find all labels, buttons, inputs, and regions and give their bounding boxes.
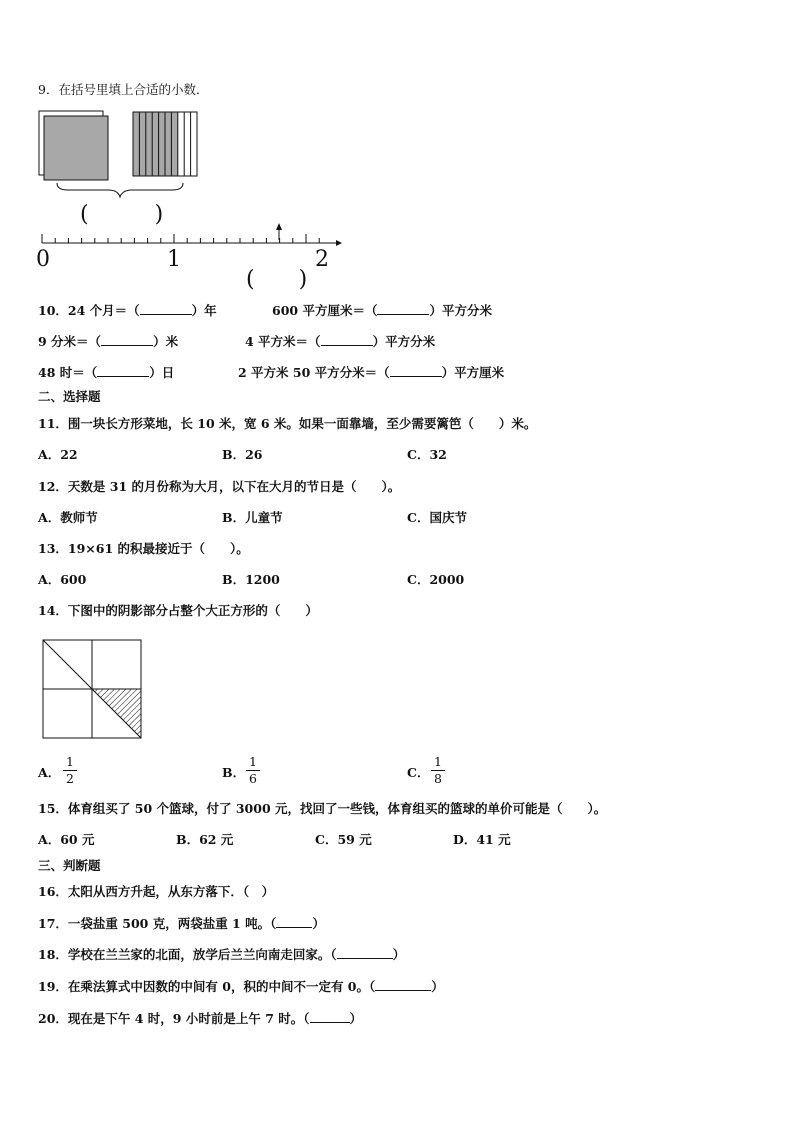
q17-text: 17．一袋盐重 500 克，两袋盐重 1 吨。（ ）: [38, 916, 325, 931]
q15-option-a[interactable]: A．60 元: [38, 832, 95, 847]
q14-fraction-b: 1 6: [246, 755, 260, 786]
q14-option-b[interactable]: B．: [222, 765, 246, 780]
q13-option-c[interactable]: C．2000: [407, 572, 465, 587]
q13-option-a[interactable]: A．600: [38, 572, 87, 587]
q15-option-b[interactable]: B．62 元: [176, 832, 234, 847]
q9-text: 9．在括号里填上合适的小数．: [38, 82, 209, 97]
q13-option-b[interactable]: B．1200: [222, 572, 280, 587]
q10-row3-left: 48 时＝（ ）日: [38, 365, 175, 380]
q14-fraction-c: 1 8: [431, 755, 445, 786]
q10-row1-left: 10．24 个月＝（ ）年: [38, 303, 217, 318]
q12-option-b[interactable]: B．儿童节: [222, 510, 283, 525]
section-heading-choice: 二、选择题: [38, 389, 101, 404]
q14-option-a[interactable]: A．: [38, 765, 61, 780]
q10-row2-right: 4 平方米＝（ ）平方分米: [245, 334, 436, 349]
answer-blank[interactable]: [337, 946, 393, 959]
section-heading-judge: 三、判断题: [38, 858, 101, 873]
q9-answer-paren-bottom[interactable]: ( ): [246, 267, 308, 292]
answer-blank[interactable]: [375, 978, 431, 991]
q10-row1-right: 600 平方厘米＝（ ）平方分米: [272, 303, 492, 318]
q12-text: 12．天数是 31 的月份称为大月，以下在大月的节日是（ ）。: [38, 479, 401, 494]
number-line-label-2: 2: [315, 247, 329, 272]
q9-answer-paren-top[interactable]: ( ): [80, 202, 164, 227]
q10-row3-right: 2 平方米 50 平方分米＝（ ）平方厘米: [238, 365, 505, 380]
number-line-label-0: 0: [36, 247, 50, 272]
q10-row2-left: 9 分米＝（ ）米: [38, 334, 179, 349]
q11-option-b[interactable]: B．26: [222, 447, 263, 462]
q14-option-c[interactable]: C．: [407, 765, 430, 780]
number-line-label-1: 1: [167, 247, 181, 272]
q15-text: 15．体育组买了 50 个篮球，付了 3000 元，找回了一些钱，体育组买的篮球的单价可能是（ ）。: [38, 801, 607, 816]
q11-text: 11．围一块长方形菜地，长 10 米，宽 6 米。如果一面靠墙，至少需要篱笆（ ）米。: [38, 416, 537, 431]
q14-text: 14．下图中的阴影部分占整个大正方形的（ ）: [38, 603, 318, 618]
q15-option-d[interactable]: D．41 元: [453, 832, 511, 847]
q20-text: 20．现在是下午 4 时，9 小时前是上午 7 时。（ ）: [38, 1011, 363, 1026]
q12-option-c[interactable]: C．国庆节: [407, 510, 467, 525]
q12-option-a[interactable]: A．教师节: [38, 510, 98, 525]
answer-blank[interactable]: [310, 1010, 350, 1023]
q11-option-c[interactable]: C．32: [407, 447, 447, 462]
q16-text: 16．太阳从西方升起，从东方落下．（ ）: [38, 884, 275, 899]
q11-option-a[interactable]: A．22: [38, 447, 78, 462]
q19-text: 19．在乘法算式中因数的中间有 0，积的中间不一定有 0。（ ）: [38, 979, 444, 994]
q15-option-c[interactable]: C．59 元: [315, 832, 372, 847]
q13-text: 13．19×61 的积最接近于（ ）。: [38, 541, 249, 556]
q14-fraction-a: 1 2: [63, 755, 77, 786]
q18-text: 18．学校在兰兰家的北面，放学后兰兰向南走回家。（ ）: [38, 947, 406, 962]
answer-blank[interactable]: [276, 915, 312, 928]
